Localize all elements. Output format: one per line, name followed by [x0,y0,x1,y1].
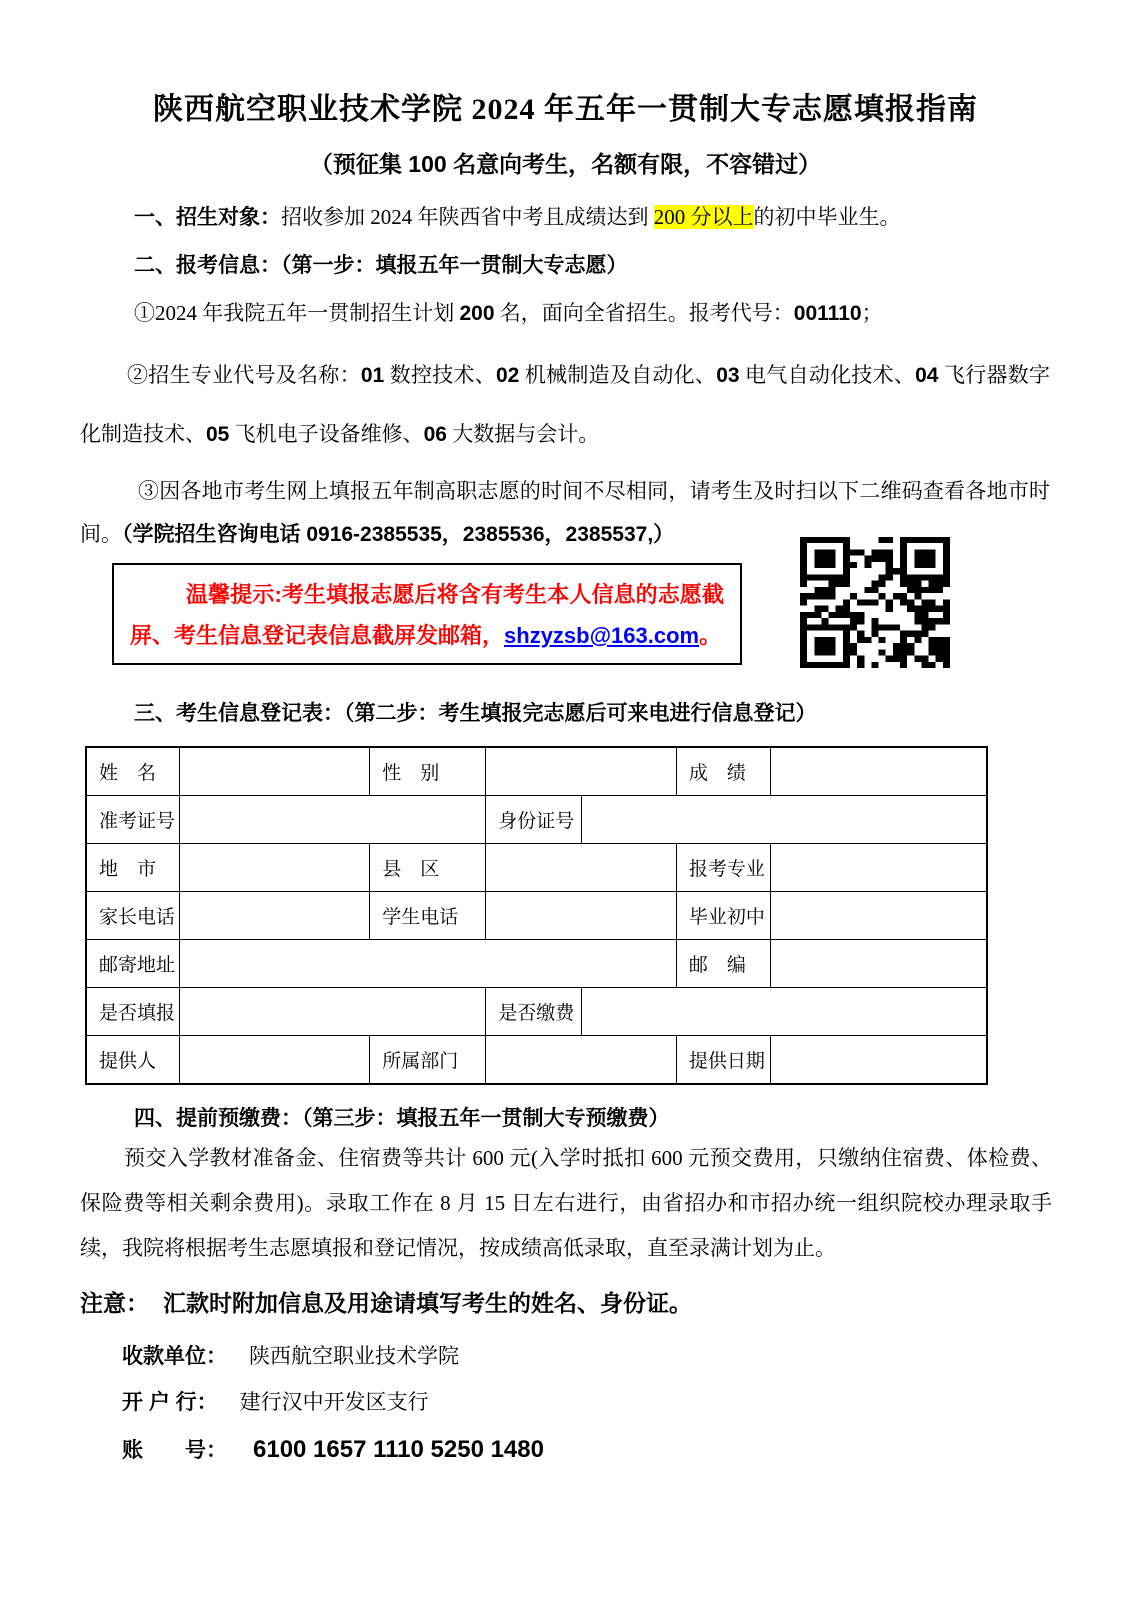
bank-label: 开 户 行： [122,1391,218,1414]
remittance-notice-line [80,1285,1071,1318]
payee-line [122,1340,459,1370]
field-label-cell [87,940,179,987]
field-input-name [179,748,370,795]
major-name: 飞行器数字化制造技术、 [80,363,1051,446]
field-label-cell [676,748,770,795]
field-label-cell [369,844,485,891]
plan-count: 200 [459,302,495,325]
field-label-parent-phone: 家长电话 [99,907,176,928]
table-row [87,748,986,795]
major-code: 01 [360,364,385,387]
field-label-exam-no: 准考证号 [99,811,176,832]
text-run: ； [861,301,883,325]
major-name: 飞机电子设备维修、 [229,422,424,446]
table-row [87,795,986,843]
account-label: 账 号： [122,1439,227,1462]
prepay-paragraph: 预交入学教材准备金、住宿费等共计 600 元(入学时抵扣 600 元预交费用，只缴纳住宿费、体检费、保险费等相关剩余费用)。录取工作在 8 月 15 日左右进行，由省招办和市招办统一组织院校办理录取手续，我院将根据考生志愿填报和登记情况，按成绩高低录取，直至录满计划为止。 [80,1146,1052,1260]
table-row [87,843,986,891]
phone-numbers: 0916-2385535，2385536，2385537, [306,523,654,546]
apply-code: 001110 [793,302,862,325]
text-run: ①2024 年我院五年一贯制招生计划 [134,301,460,325]
phone-note-close: ） [653,523,675,546]
section-3-line [134,698,1051,729]
table-row [87,1035,986,1083]
section-3-heading: 三、考生信息登记表： [134,702,344,725]
major-code: 02 [496,364,520,387]
field-label-name: 姓 名 [99,763,157,784]
table-row [87,987,986,1035]
field-label-score: 成 绩 [688,763,746,784]
page-subtitle: （预征集 100 名意向考生，名额有限，不容错过） [309,151,822,177]
field-label-department: 所属部门 [382,1051,459,1072]
field-input-grad-school [770,892,986,939]
field-input-zip [770,940,986,987]
field-input-is-filled [179,988,486,1035]
major-name: 机械制造及自动化、 [519,363,717,387]
field-label-zip: 邮 编 [688,955,746,976]
field-input-mail-addr [179,940,676,987]
field-label-cell [676,892,770,939]
field-label-cell [485,988,580,1035]
table-row [87,891,986,939]
major-name: 数控技术、 [384,363,496,387]
notice-label: 注意： [80,1290,149,1316]
page-title: 陕西航空职业技术学院 2024 年五年一贯制大专志愿填报指南 [153,93,978,126]
field-label-county: 县 区 [382,859,440,880]
step-2-note: （第二步：考生填报完志愿后可来电进行信息登记） [344,701,817,725]
step-1-note: （第一步：填报五年一贯制大专志愿） [281,253,628,277]
field-input-provider [179,1036,370,1083]
qr-code [800,537,950,668]
field-label-cell [87,748,179,795]
text-run: ②招生专业代号及名称： [127,363,361,387]
enrollment-plan-line [80,298,1050,329]
text-run: 温馨提示:考生填报志愿后将含有考生本人信息的志愿截屏、考生信息登记表信息截屏发邮箱， [130,582,724,648]
section-4-heading: 四、提前预缴费： [134,1107,302,1130]
field-label-student-phone: 学生电话 [382,907,459,928]
phone-note-open: （学院招生咨询电话 [122,523,307,546]
text-run: ③因各地市考生网上填报五年制高职志愿的时间不尽相同，请考生及时扫以下二维码查看各地市时间。 [80,479,1050,546]
score-highlight: 200 分以上 [653,205,754,229]
field-label-cell [676,940,770,987]
field-label-city: 地 市 [99,859,157,880]
field-input-exam-no [179,796,486,843]
field-label-major: 报考专业 [688,859,765,880]
major-name: 电气自动化技术、 [739,363,916,387]
field-label-cell [87,796,179,843]
field-label-cell [87,1036,179,1083]
field-label-cell [485,796,580,843]
field-label-cell [369,1036,485,1083]
section-1-line [134,202,1051,233]
major-code: 03 [716,364,740,387]
major-code: 04 [915,364,939,387]
field-label-provide-date: 提供日期 [688,1051,765,1072]
bank-value: 建行汉中开发区支行 [239,1390,429,1414]
field-input-student-phone [485,892,676,939]
field-input-county [485,844,676,891]
section-1-text-after: 的初中毕业生。 [753,205,901,229]
field-label-cell [87,892,179,939]
email-link[interactable]: shzyzsb@163.com [504,623,700,648]
major-code: 05 [206,423,230,446]
notice-text: 汇款时附加信息及用途请填写考生的姓名、身份证。 [163,1290,692,1316]
major-code: 06 [423,423,447,446]
account-line [122,1434,544,1464]
field-label-cell [369,892,485,939]
section-4-line [134,1103,1051,1134]
section-2-line [134,250,1051,281]
step-3-note: （第三步：填报五年一贯制大专预缴费） [302,1106,670,1130]
payee-value: 陕西航空职业技术学院 [249,1344,459,1368]
field-label-is-paid: 是否缴费 [498,1003,575,1024]
field-input-city [179,844,370,891]
section-1-heading: 一、招生对象： [134,206,281,229]
section-2-heading: 二、报考信息： [134,254,281,277]
registration-table [85,746,988,1085]
field-label-provider: 提供人 [99,1051,157,1072]
field-input-gender [485,748,676,795]
table-row [87,939,986,987]
major-name: 大数据与会计。 [446,422,600,446]
text-run: 名，面向全省招生。报考代号： [494,301,794,325]
majors-line [80,346,1050,464]
field-input-major [770,844,986,891]
field-label-cell [676,1036,770,1083]
field-input-id-no [581,796,986,843]
payee-label: 收款单位： [122,1345,227,1368]
field-label-cell [676,844,770,891]
field-label-id-no: 身份证号 [498,811,575,832]
field-input-is-paid [581,988,986,1035]
field-input-score [770,748,986,795]
field-label-cell [369,748,485,795]
field-label-mail-addr: 邮寄地址 [99,955,176,976]
warm-tip-box [112,563,742,665]
field-label-gender: 性 别 [382,763,440,784]
account-number: 6100 1657 1110 5250 1480 [253,1436,544,1463]
warm-tip-text [130,574,724,656]
field-label-is-filled: 是否填报 [99,1003,176,1024]
field-input-provide-date [770,1036,986,1083]
field-label-grad-school: 毕业初中 [688,907,765,928]
field-label-cell [87,988,179,1035]
bank-line [122,1386,429,1416]
section-1-text-before: 招收参加 2024 年陕西省中考且成绩达到 [281,205,654,229]
field-label-cell [87,844,179,891]
text-run: 。 [699,623,722,648]
field-input-department [485,1036,676,1083]
field-input-parent-phone [179,892,370,939]
